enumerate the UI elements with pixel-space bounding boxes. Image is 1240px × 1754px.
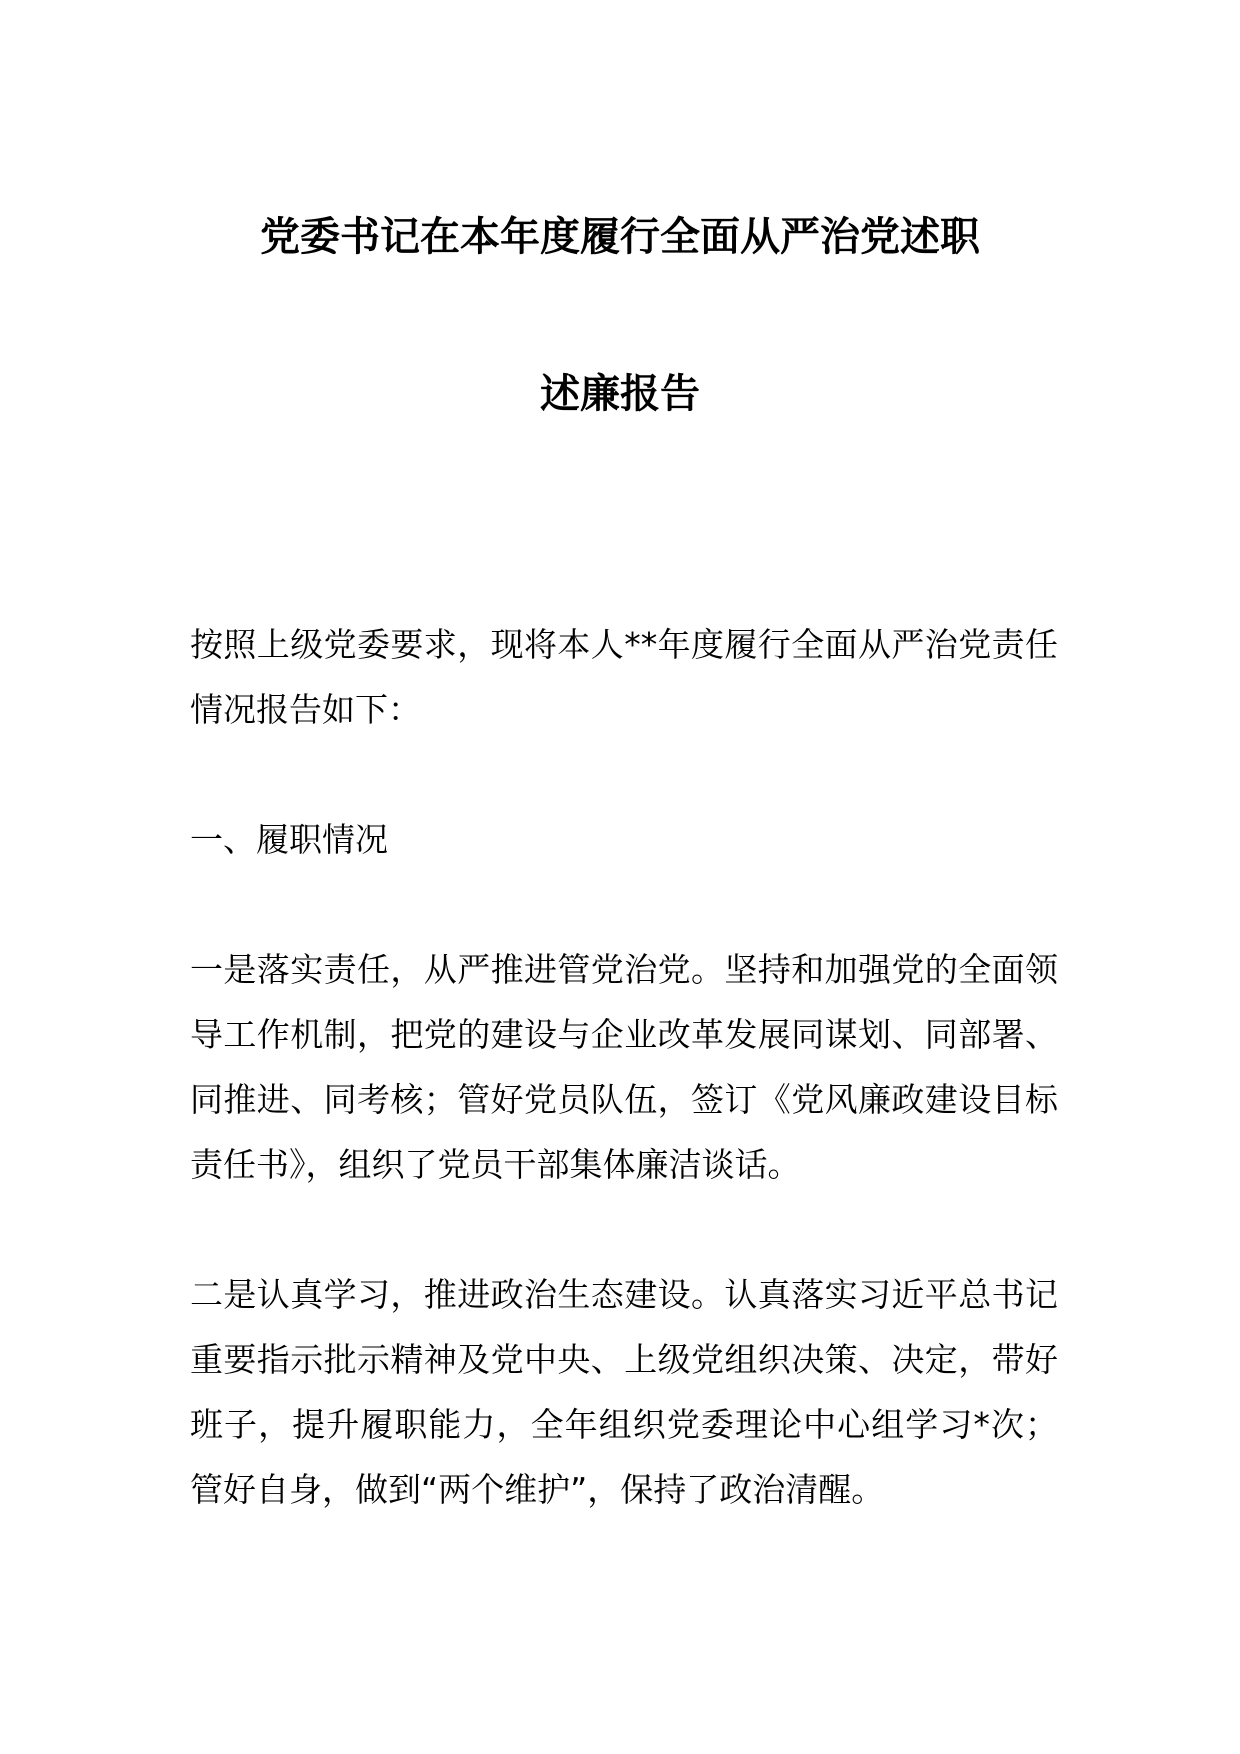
intro-paragraph: 按照上级党委要求，现将本人**年度履行全面从严治党责任情况报告如下： xyxy=(190,625,1058,729)
body-paragraph: 一是落实责任，从严推进管党治党。坚持和加强党的全面领导工作机制，把党的建设与企业改革发展同谋划、同部署、同推进、同考核；管好党员队伍，签订《党风廉政建设目标责任书》，组织了党员干部集体廉洁谈话。 xyxy=(190,950,1058,1184)
section-heading: 一、履职情况 xyxy=(190,820,388,859)
document-title-line-1: 党委书记在本年度履行全面从严治党述职 xyxy=(260,214,980,260)
body-paragraph: 二是认真学习，推进政治生态建设。认真落实习近平总书记重要指示批示精神及党中央、上级党组织决策、决定，带好班子，提升履职能力，全年组织党委理论中心组学习*次；管好自身，做到“两个维护”，保持了政治清醒。 xyxy=(190,1275,1058,1509)
document-body xyxy=(190,612,1058,1587)
document-title-line-2: 述廉报告 xyxy=(540,371,700,417)
